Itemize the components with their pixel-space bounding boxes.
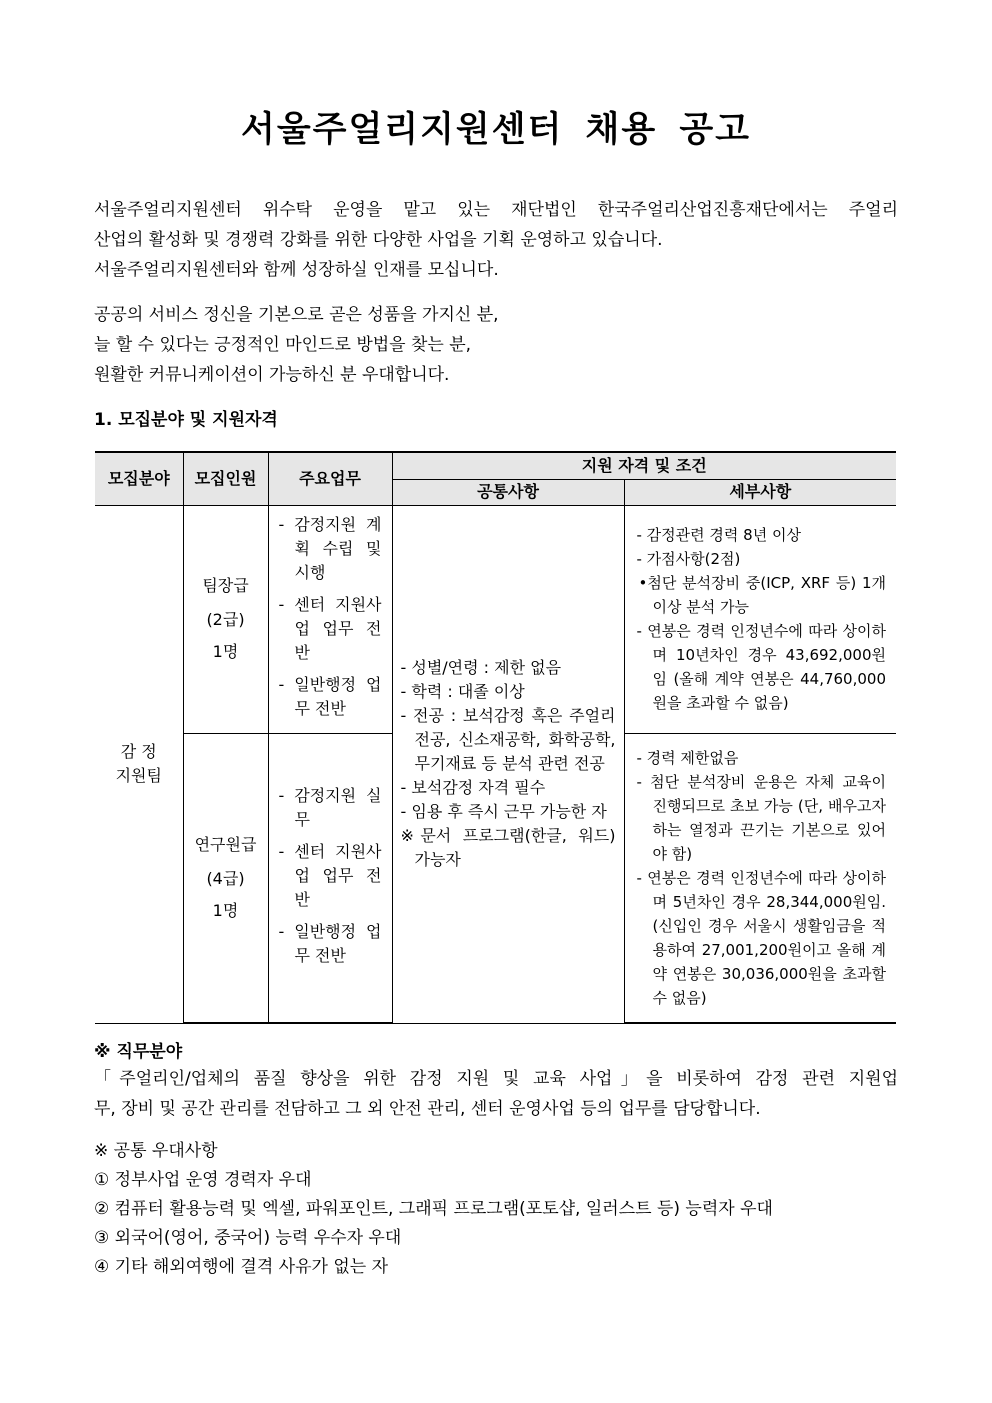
common-item: - 전공 : 보석감정 혹은 주얼리 전공, 신소재공학, 화학공학, 무기재료 등 분석 관련 전공 (400, 706, 616, 773)
headcount-label: 1명 (212, 642, 239, 661)
intro-line: 서울주얼리지원센터 위수탁 운영을 맡고 있는 재단법인 한국주얼리산업진흥재단에서는 주얼리 (94, 200, 898, 220)
job-description (94, 1064, 898, 1124)
preferences-section (94, 1137, 898, 1282)
detail-item: - 경력 제한없음 (636, 748, 739, 767)
duty-item: - 감정지원 실무 (278, 785, 382, 829)
field-name-line1: 감 정 (120, 742, 157, 761)
duty-item: - 센터 지원사업 업무 전반 (278, 595, 382, 662)
grade-label: 팀장급 (202, 576, 249, 595)
preference-item: ④ 기타 해외여행에 결격 사유가 없는 자 (94, 1257, 388, 1277)
detail-item: - 연봉은 경력 인정년수에 따라 상이하며 10년차인 경우 43,692,000원임 (올해 계약 연봉은 44,760,000원을 초과할 수 없음) (636, 622, 886, 712)
count-cell-team-leader (183, 505, 268, 733)
duty-item: - 일반행정 업무 전반 (278, 675, 382, 718)
common-item: - 성별/연령 : 제한 없음 (400, 658, 562, 677)
duty-item: - 감정지원 계획 수립 및 시행 (278, 515, 382, 582)
section-title-recruitment: 1. 모집분야 및 지원자격 (94, 410, 278, 430)
intro-line: 공공의 서비스 정신을 기본으로 곧은 성품을 가지신 분, (94, 305, 499, 325)
field-name-line2: 지원팀 (115, 766, 162, 785)
detail-item: - 첨단 분석장비 운용은 자체 교육이 진행되므로 초보 가능 (단, 배우고자 하는 열정과 끈기는 기본으로 있어야 함) (636, 772, 886, 863)
preference-item: ① 정부사업 운영 경력자 우대 (94, 1170, 312, 1190)
detail-cell-researcher (624, 733, 896, 1023)
detail-item: - 감정관련 경력 8년 이상 (636, 526, 801, 544)
detail-cell-team-leader (624, 505, 896, 733)
header-field: 모집분야 (95, 452, 183, 505)
recruitment-table (95, 451, 896, 1024)
detail-item: - 가점사항(2점) (636, 550, 741, 568)
intro-line: 원활한 커뮤니케이션이 가능하신 분 우대합니다. (94, 365, 450, 385)
common-item: - 학력 : 대졸 이상 (400, 682, 525, 701)
intro-line: 산업의 활성화 및 경쟁력 강화를 위한 다양한 사업을 기획 운영하고 있습니다. (94, 230, 663, 250)
duty-cell-researcher (268, 733, 392, 1023)
header-detail: 세부사항 (624, 479, 896, 505)
headcount-label: 1명 (212, 900, 239, 920)
count-cell-researcher (183, 733, 268, 1023)
duty-cell-team-leader (268, 505, 392, 733)
preference-item: ② 컴퓨터 활용능력 및 엑셀, 파워포인트, 그래픽 프로그램(포토샵, 일러스트 등) 능력자 우대 (94, 1199, 773, 1219)
field-cell (95, 505, 183, 1023)
detail-subitem: •첨단 분석장비 중(ICP, XRF 등) 1개 이상 분석 가능 (638, 574, 886, 616)
level-label: (2급) (206, 610, 245, 629)
common-qualification-cell (392, 505, 624, 1023)
grade-label: 연구원급 (194, 834, 257, 854)
header-qualification: 지원 자격 및 조건 (392, 452, 896, 479)
page-title: 서울주얼리지원센터 채용 공고 (241, 110, 751, 150)
common-item: - 임용 후 즉시 근무 가능한 자 (400, 802, 607, 821)
intro-line: 늘 할 수 있다는 긍정적인 마인드로 방법을 찾는 분, (94, 335, 472, 355)
preferences-title: ※ 공통 우대사항 (94, 1141, 218, 1161)
job-section-title: ※ 직무분야 (94, 1042, 183, 1062)
intro-paragraph-2 (94, 300, 898, 390)
header-common: 공통사항 (392, 479, 624, 505)
job-description-line: 「주얼리인/업체의 품질 향상을 위한 감정 지원 및 교육 사업」을 비롯하여 감정 관련 지원업 (94, 1069, 898, 1089)
duty-item: - 센터 지원사업 업무 전반 (278, 841, 382, 909)
preference-item: ③ 외국어(영어, 중국어) 능력 우수자 우대 (94, 1228, 402, 1248)
detail-item: - 연봉은 경력 인정년수에 따라 상이하며 5년차인 경우 28,344,000원임.(신입인 경우 서울시 생활임금을 적용하여 27,001,200원이고 올해 계약 연봉은 30,036,000원을 초과할 수 없음) (636, 868, 886, 1007)
header-duty: 주요업무 (268, 452, 392, 505)
intro-paragraph-1 (94, 195, 898, 285)
common-item: - 보석감정 자격 필수 (400, 778, 546, 797)
level-label: (4급) (206, 868, 245, 888)
header-count: 모집인원 (183, 452, 268, 505)
common-item: ※문서 프로그램(한글, 워드) 가능자 (400, 826, 616, 869)
duty-item: - 일반행정 업무 전반 (278, 921, 382, 965)
intro-line: 서울주얼리지원센터와 함께 성장하실 인재를 모십니다. (94, 260, 499, 280)
job-description-line: 무, 장비 및 공간 관리를 전담하고 그 외 안전 관리, 센터 운영사업 등의 업무를 담당합니다. (94, 1099, 761, 1119)
